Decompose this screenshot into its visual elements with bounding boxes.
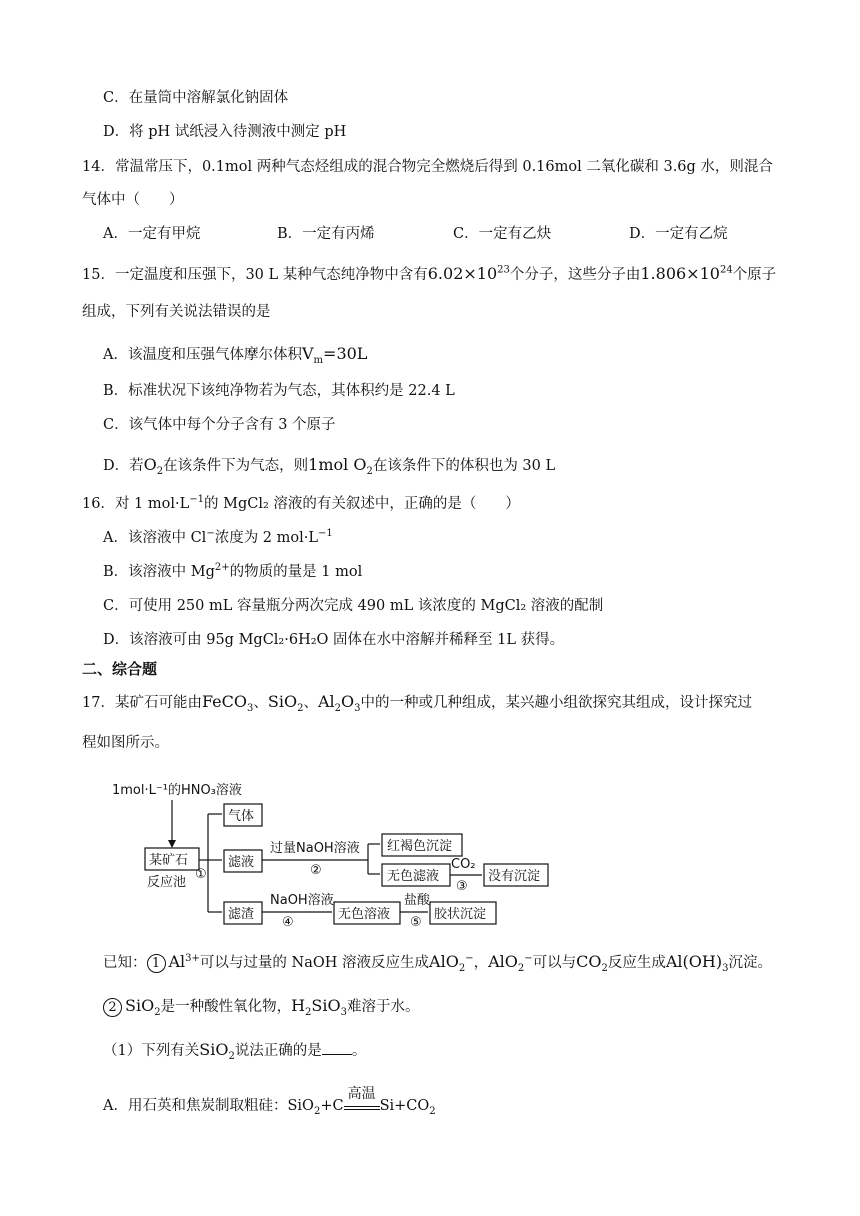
arrowhead: [168, 840, 176, 848]
co2-label: CO₂: [451, 857, 476, 872]
q14-option-a: A．一定有甲烷: [103, 226, 201, 242]
q17-stem-line2: 程如图所示。: [82, 735, 169, 751]
section-heading: 二、综合题: [82, 660, 158, 678]
q14-option-c: C．一定有乙炔: [453, 226, 552, 242]
q16-option-a: A．该溶液中 Cl−浓度为 2 $mol\cdot L^{-1}$: [103, 528, 333, 546]
filtrate-label: 滤液: [228, 855, 255, 870]
known-line1: 已知： 1 $Al^{3+}$可以与过量的 NaOH 溶液反应生成AlO$_2$−，AlO$_2$−可以与$CO_2$反应生成$Al(OH)_3$沉淀。: [103, 952, 772, 974]
q15-option-a: A．该温度和压强气体摩尔体积$V_m=30L$: [103, 344, 368, 366]
atom-count: $1.806\times 10^{24}$: [640, 264, 733, 283]
colorless-filtrate-label: 无色滤液: [387, 869, 440, 884]
step4-label: ④: [282, 915, 294, 930]
pool-label: 反应池: [147, 875, 187, 890]
naoh-label: NaOH溶液: [270, 893, 334, 908]
residue-label: 滤渣: [228, 907, 255, 922]
q17-stem-line1: 17．某矿石可能由FeCO$_3$、SiO$_2$、$Al_2O_3$中的一种或几种组成，某兴趣小组欲探究其组成，设计探究过: [82, 692, 753, 714]
q15-stem-line1: 15．一定温度和压强下，30 L 某种气态纯净物中含有$6.02\times 10^{23}$个分子，这些分子由$1.806\times 10^{24}$个原子: [82, 264, 777, 283]
known-line2: 2 SiO$_2$是一种酸性氧化物，$H_2SiO_3$难溶于水。: [103, 996, 419, 1017]
q16-option-b: B．该溶液中 $Mg^{2+}$的物质的量是 1 mol: [103, 562, 363, 580]
q15-option-d: D．若$O_2$在该条件下为气态，则1mol $O_2$在该条件下的体积也为 30 L: [103, 455, 556, 477]
q15-option-c: C．该气体中每个分子含有 3 个原子: [103, 417, 336, 433]
answer-blank[interactable]: [322, 1040, 352, 1055]
q14-stem-line1: 14．常温常压下，0.1mol 两种气态烃组成的混合物完全燃烧后得到 0.16mol 二氧化碳和 3.6g 水，则混合: [82, 159, 773, 175]
q14-stem-line2: 气体中（ ）: [82, 192, 184, 208]
red-ppt-label: 红褐色沉淀: [387, 839, 453, 854]
step1-label: ①: [195, 867, 207, 882]
q16-stem: 16．对 1 $mol\cdot L^{-1}$的 MgCl₂ 溶液的有关叙述中，正确的是（ ）: [82, 494, 520, 512]
no-ppt-label: 没有沉淀: [488, 869, 541, 884]
ore-label: 某矿石: [149, 853, 189, 868]
q14-option-d: D．一定有乙烷: [629, 226, 728, 242]
reaction-condition: 高温: [344, 1100, 380, 1110]
gas-label: 气体: [228, 809, 255, 824]
hcl-label: 盐酸: [404, 893, 431, 908]
colorless-sol-label: 无色溶液: [338, 907, 391, 922]
flowchart-diagram: [110, 780, 560, 930]
step5-label: ⑤: [410, 915, 422, 930]
q17-sub1: （1）下列有关SiO$_2$说法正确的是 。: [103, 1040, 367, 1062]
step3-label: ③: [456, 879, 468, 894]
q15-stem-line2: 组成，下列有关说法错误的是: [82, 304, 271, 320]
q15-option-b: B．标准状况下该纯净物若为气态，其体积约是 22.4 L: [103, 383, 455, 399]
step2-label: ②: [310, 863, 322, 878]
reagent-label: 1mol·L⁻¹的HNO₃溶液: [112, 783, 242, 798]
q13-option-d: D．将 pH 试纸浸入待测液中测定 pH: [103, 124, 347, 140]
excess-naoh-label: 过量NaOH溶液: [270, 841, 360, 856]
q16-option-c: C．可使用 250 mL 容量瓶分两次完成 490 mL 该浓度的 MgCl₂ 溶液的配制: [103, 598, 604, 614]
avogadro-number: $6.02\times 10^{23}$: [427, 264, 510, 283]
q16-option-d: D．该溶液可由 95g MgCl₂·6H₂O 固体在水中溶解并稀释至 1L 获得。: [103, 632, 565, 648]
q13-option-c: C．在量筒中溶解氯化钠固体: [103, 90, 289, 106]
colloid-label: 胶状沉淀: [434, 907, 487, 922]
q17-option-a: A．用石英和焦炭制取粗硅：SiO$_2$+C 高温 $Si+CO_2$: [103, 1086, 436, 1117]
q14-option-b: B．一定有丙烯: [277, 226, 375, 242]
